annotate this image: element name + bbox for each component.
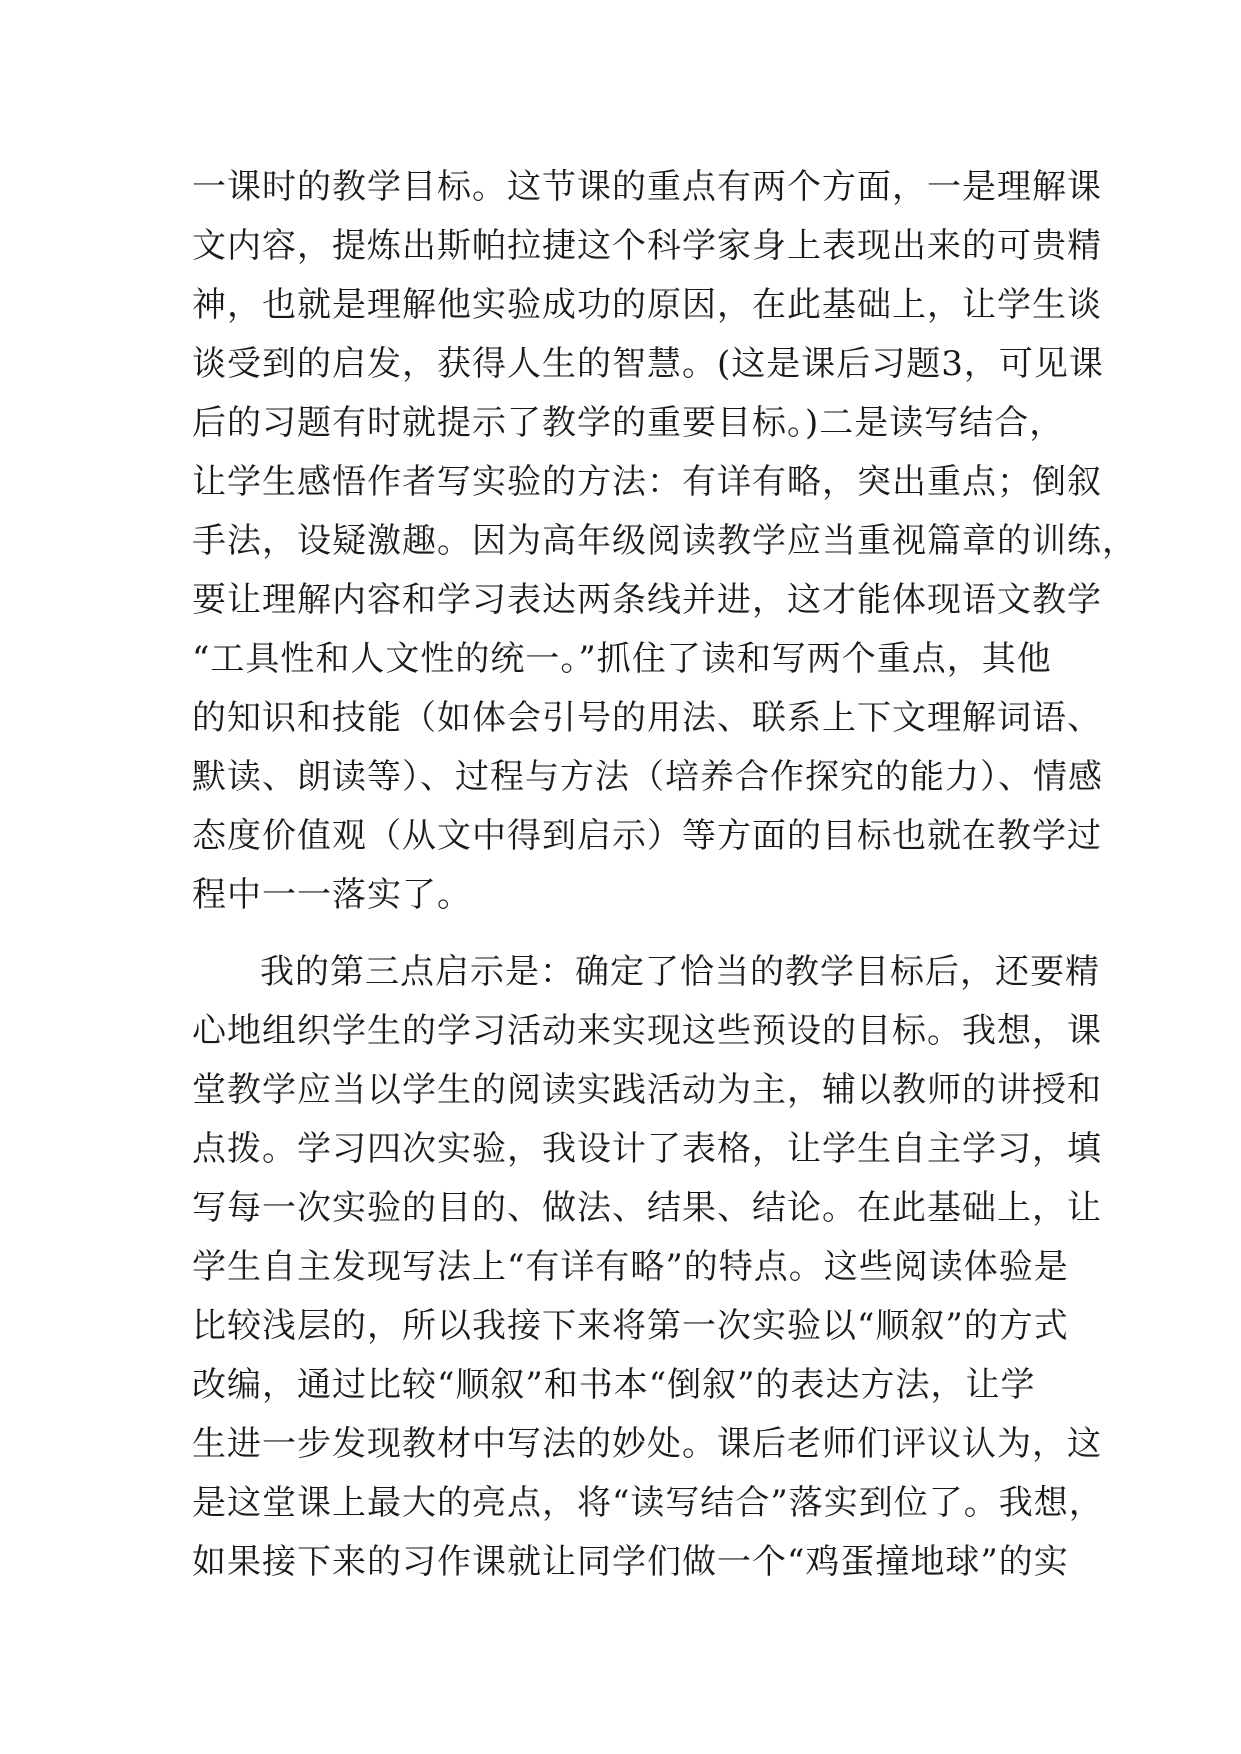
body-text [192,158,1137,1592]
text-line: 要让理解内容和学习表达两条线并进，这才能体现语文教学 [192,580,1102,620]
text-line: 神，也就是理解他实验成功的原因，在此基础上，让学生谈 [192,285,1102,325]
text-line: 如果接下来的习作课就让同学们做一个“鸡蛋撞地球”的实 [192,1542,1069,1582]
text-line: 的知识和技能（如体会引号的用法、联系上下文理解词语、 [192,698,1102,738]
paragraph-1 [192,158,1137,925]
text-line: 我的第三点启示是：确定了恰当的教学目标后，还要精 [260,952,1100,992]
text-line: 态度价值观（从文中得到启示）等方面的目标也就在教学过 [192,816,1102,856]
text-line: 生进一步发现教材中写法的妙处。课后老师们评议认为，这 [192,1424,1102,1464]
text-line: 程中一一落实了。 [192,875,472,915]
text-line: 点拨。学习四次实验，我设计了表格，让学生自主学习，填 [192,1129,1102,1169]
text-line: 心地组织学生的学习活动来实现这些预设的目标。我想，课 [192,1011,1102,1051]
text-line: 谈受到的启发，获得人生的智慧。(这是课后习题3，可见课 [192,344,1104,384]
text-line: 堂教学应当以学生的阅读实践活动为主，辅以教师的讲授和 [192,1070,1102,1110]
text-line: 默读、朗读等）、过程与方法（培养合作探究的能力）、情感 [192,757,1103,797]
text-line: 写每一次实验的目的、做法、结果、结论。在此基础上，让 [192,1188,1102,1228]
text-line: 手法，设疑激趣。因为高年级阅读教学应当重视篇章的训练， [192,521,1137,561]
text-line: 是这堂课上最大的亮点，将“读写结合”落实到位了。我想， [192,1483,1104,1523]
text-line: 后的习题有时就提示了教学的重要目标。)二是读写结合， [192,403,1065,443]
text-line: 改编，通过比较“顺叙”和书本“倒叙”的表达方法，让学 [192,1365,1036,1405]
text-line: 让学生感悟作者写实验的方法：有详有略，突出重点；倒叙 [192,462,1102,502]
text-line: “工具性和人文性的统一。”抓住了读和写两个重点，其他 [192,639,1052,679]
text-line: 比较浅层的，所以我接下来将第一次实验以“顺叙”的方式 [192,1306,1069,1346]
text-line: 学生自主发现写法上“有详有略”的特点。这些阅读体验是 [192,1247,1069,1287]
text-line: 文内容，提炼出斯帕拉捷这个科学家身上表现出来的可贵精 [192,226,1102,266]
paragraph-spacer [192,925,1092,943]
text-line: 一课时的教学目标。这节课的重点有两个方面，一是理解课 [192,167,1102,207]
paragraph-2 [192,943,1104,1592]
